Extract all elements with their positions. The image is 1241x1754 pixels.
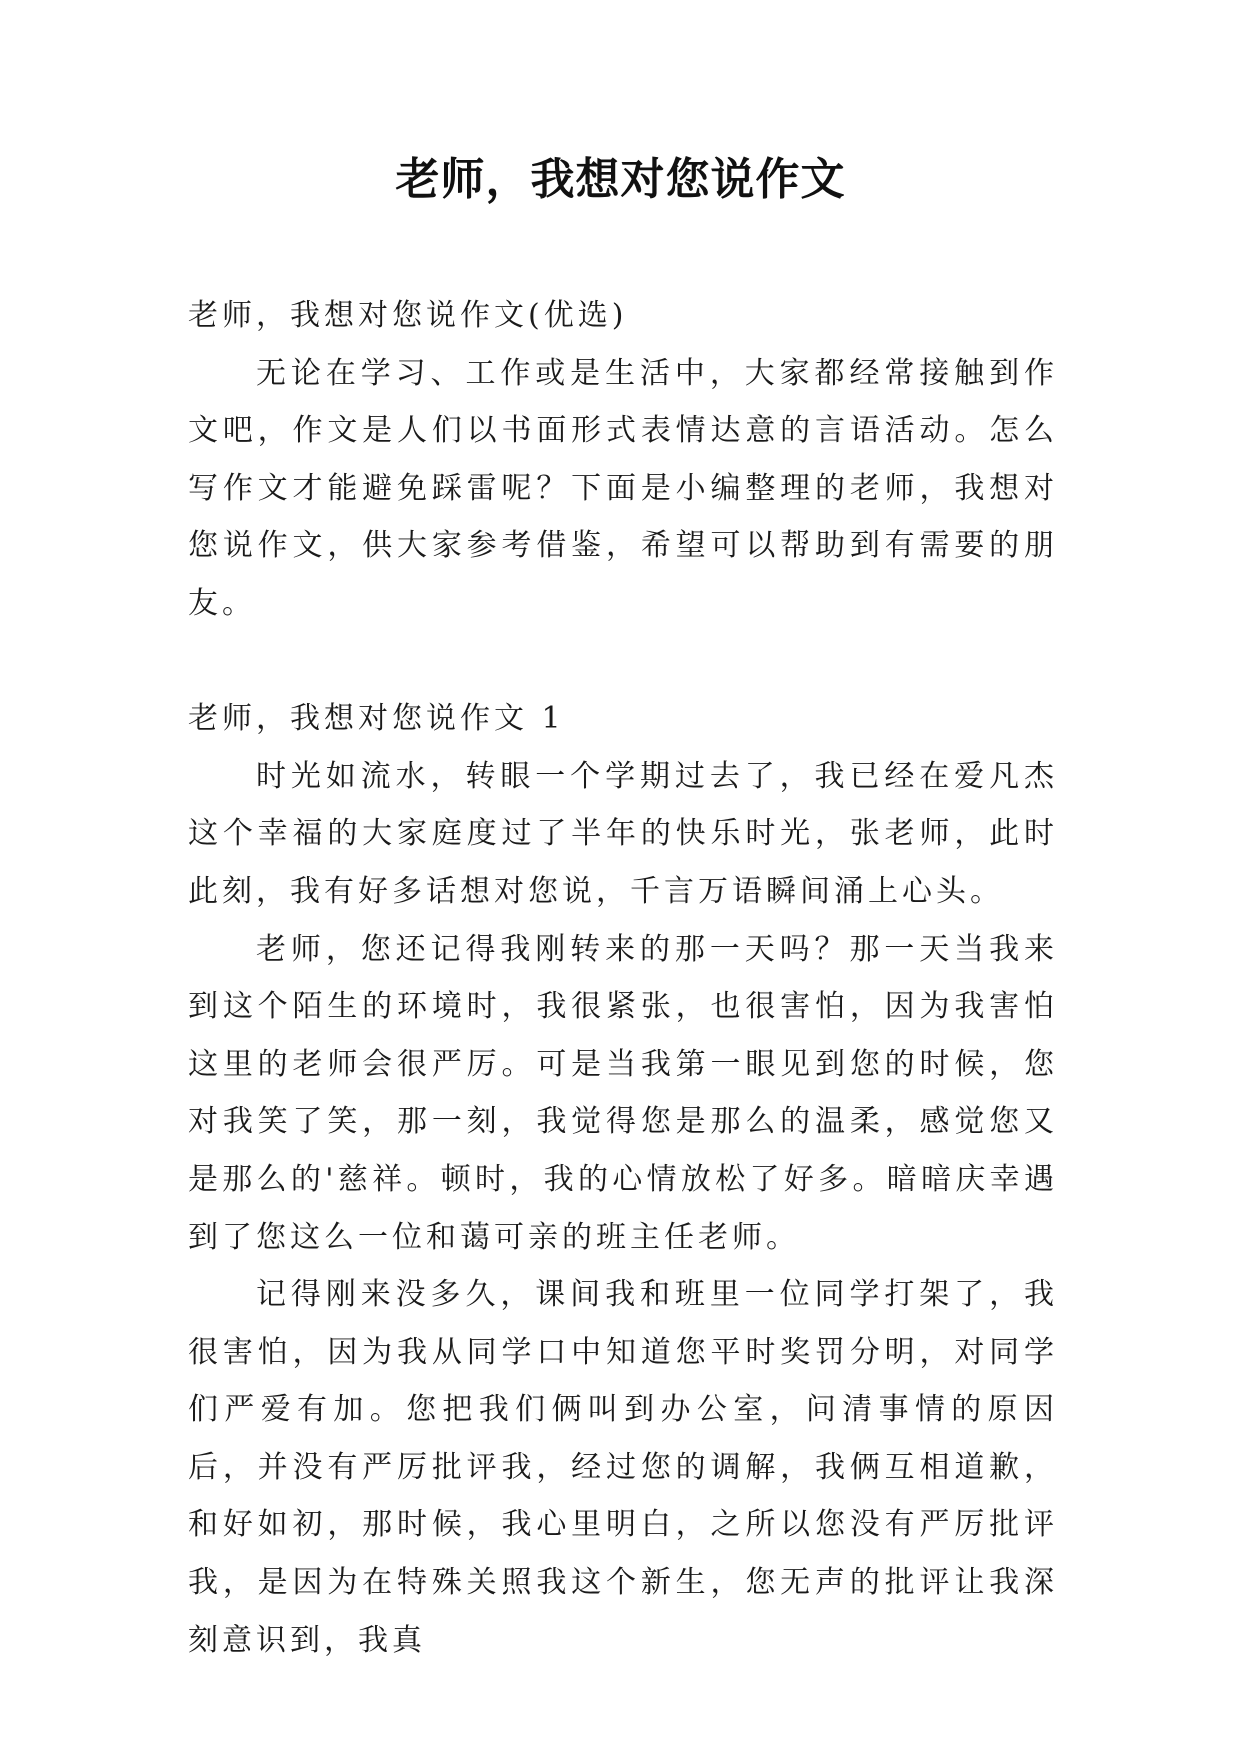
body-paragraph: 时光如流水，转眼一个学期过去了，我已经在爱凡杰这个幸福的大家庭度过了半年的快乐时光，张老师，此时此刻，我有好多话想对您说，千言万语瞬间涌上心头。 [188, 758, 1058, 909]
intro-heading: 老师，我想对您说作文(优选) [188, 298, 628, 333]
body-paragraph: 老师，您还记得我刚转来的那一天吗？那一天当我来到这个陌生的环境时，我很紧张，也很害怕，因为我害怕这里的老师会很严厉。可是当我第一眼见到您的时候，您对我笑了笑，那一刻，我觉得您是那么的温柔，感觉您又是那么的'慈祥。顿时，我的心情放松了好多。暗暗庆幸遇到了您这么一位和蔼可亲的班主任老师。 [188, 931, 1058, 1255]
paragraph-gap [188, 633, 1058, 691]
section-heading: 老师，我想对您说作文 1 [188, 701, 565, 737]
document-title: 老师，我想对您说作文 [395, 154, 846, 205]
document-body [188, 287, 1058, 1669]
body-paragraph: 记得刚来没多久，课间我和班里一位同学打架了，我很害怕，因为我从同学口中知道您平时奖罚分明，对同学们严爱有加。您把我们俩叫到办公室，问清事情的原因后，并没有严厉批评我，经过您的调解，我俩互相道歉，和好如初，那时候，我心里明白，之所以您没有严厉批评我，是因为在特殊关照我这个新生，您无声的批评让我深刻意识到，我真 [188, 1277, 1058, 1658]
intro-paragraph: 无论在学习、工作或是生活中，大家都经常接触到作文吧，作文是人们以书面形式表情达意的言语活动。怎么写作文才能避免踩雷呢？下面是小编整理的老师，我想对您说作文，供大家参考借鉴，希望可以帮助到有需要的朋友。 [188, 355, 1058, 621]
